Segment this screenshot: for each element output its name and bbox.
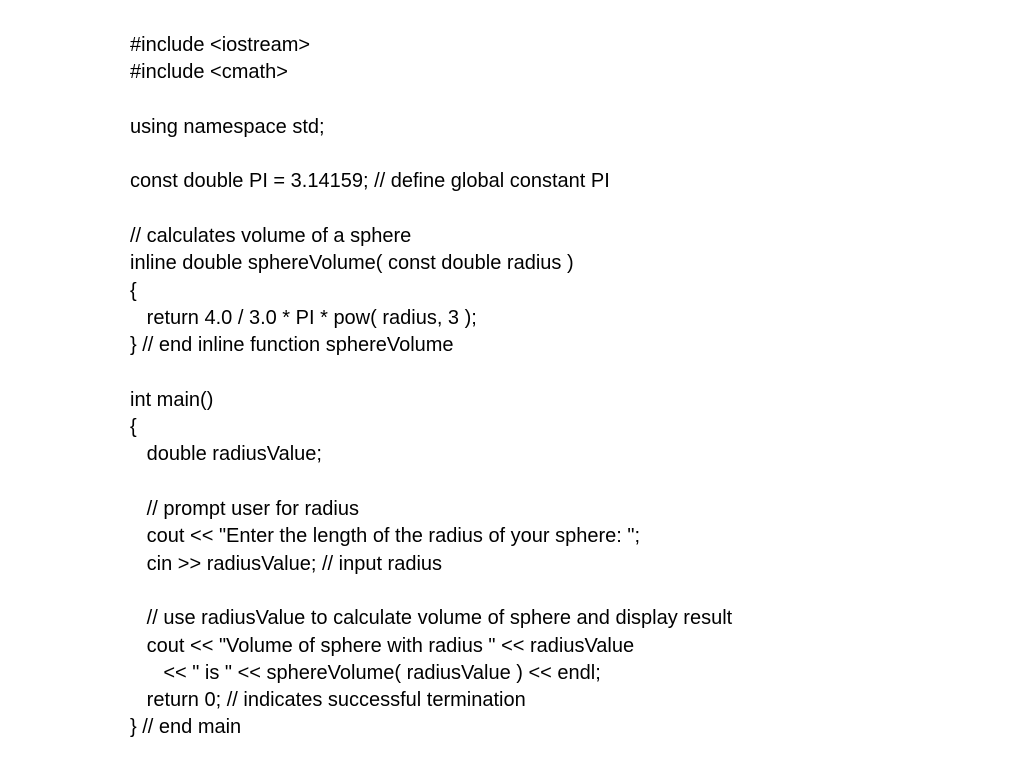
code-line: // calculates volume of a sphere	[130, 225, 412, 248]
code-line: return 0; // indicates successful termination	[130, 689, 526, 712]
code-line	[130, 196, 732, 223]
code-line: #include <cmath>	[130, 61, 288, 84]
code-line: const double PI = 3.14159; // define global constant PI	[130, 170, 610, 193]
code-line	[130, 578, 732, 605]
code-line: double radiusValue;	[130, 443, 322, 466]
code-line: inline double sphereVolume( const double radius )	[130, 252, 574, 275]
code-line: << " is " << sphereVolume( radiusValue ) << endl;	[130, 661, 601, 684]
code-line: } // end main	[130, 716, 242, 739]
code-line: {	[130, 279, 137, 302]
code-line	[130, 87, 732, 114]
code-line	[130, 141, 732, 168]
code-line: #include <iostream>	[130, 34, 311, 56]
code-line: cin >> radiusValue; // input radius	[130, 552, 443, 575]
code-line: {	[130, 416, 137, 439]
code-line	[130, 360, 732, 387]
code-line: cout << "Volume of sphere with radius " << radiusValue	[130, 634, 635, 657]
code-line: int main()	[130, 388, 214, 411]
code-line: using namespace std;	[130, 115, 325, 138]
code-listing	[130, 32, 732, 742]
code-line: // use radiusValue to calculate volume of sphere and display result	[130, 607, 733, 630]
code-line: } // end inline function sphereVolume	[130, 334, 454, 357]
code-line	[130, 469, 732, 496]
code-line: // prompt user for radius	[130, 498, 359, 521]
code-line: cout << "Enter the length of the radius of your sphere: ";	[130, 525, 641, 548]
code-line: return 4.0 / 3.0 * PI * pow( radius, 3 );	[130, 306, 477, 329]
